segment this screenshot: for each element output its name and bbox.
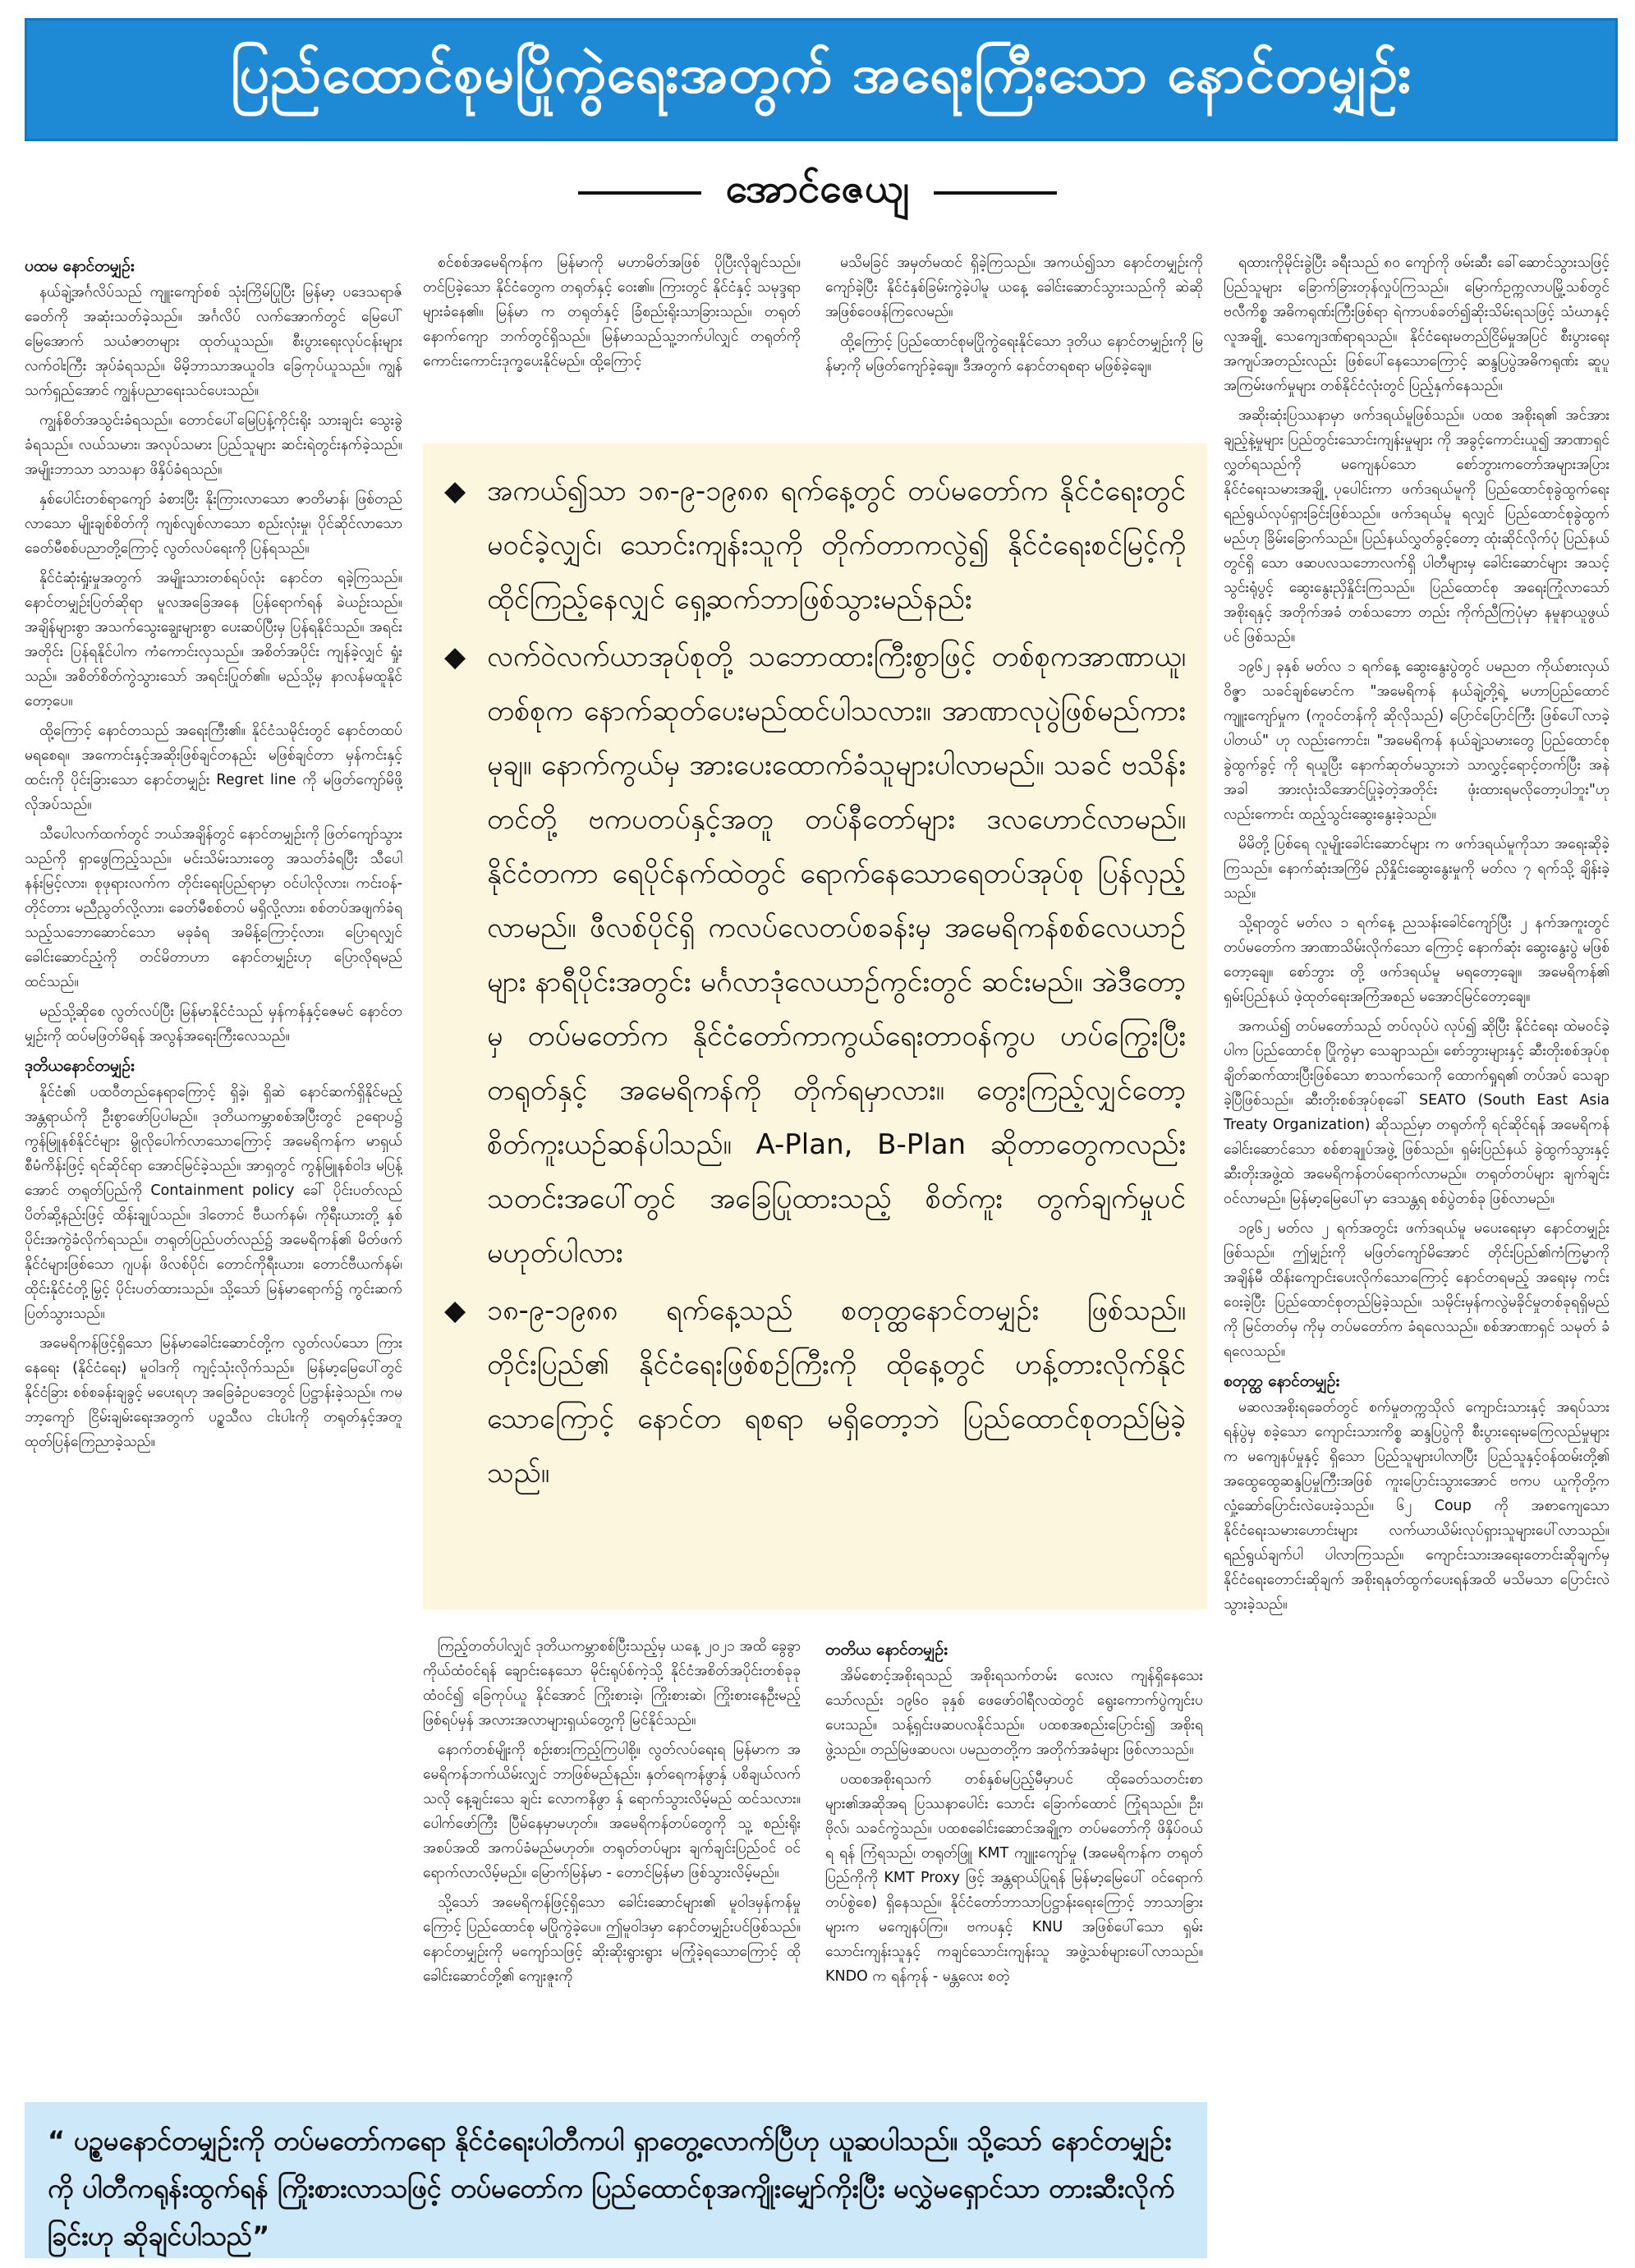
paragraph: ထို့ကြောင့် ပြည်ထောင်စုမပြိုကွဲရေးနိုင်သော ဒုတိယ နောင်တမျှဉ်းကို မြန်မာ့ကို မဖြတ်ကျော်ခဲ့ချေ။ ဒီအတွက် နောင်တရစရာ မဖြစ်ခဲ့ချေ။ [825, 333, 1203, 374]
paragraph: နှစ်ပေါင်းတစ်ရာကျော် ခံစားပြီး နိုးကြားလာသော ဇာတိမာန်၊ ဖြစ်တည်လာသော မျိုးချစ်စိတ်ကို ကျစ်လျစ်လာသော စည်းလုံးမှု၊ ပိုင်ဆိုင်လာသော ခေတ်မီစစ်ပညာတို့ကြောင့် လွတ်လပ်ရေးကို ပြန်ရသည်။ [25, 491, 402, 557]
diamond-bullet-icon: ◆ [444, 1294, 466, 1327]
byline-rule-right [934, 191, 1057, 195]
paragraph: ကြည့်တတ်ပါလျှင် ဒုတိယကမ္ဘာစစ်ပြီးသည့်မှ ယနေ့ ၂၀၂၁ အထိ ခွေခွာကိုယ်ထံဝင်ရန် ချောင်းနေသော မိုင်းရုပ်စ်ကဲ့သို့ နိုင်ငံအစိတ်အပိုင်းတစ်ခုခုထံဝင်၍ ခြေကုပ်ယူ နိုင်အောင် ကြိုးစားခဲ့၊ ကြိုးစားဆဲ၊ ကြိုးစားနေဦးမည့် ဖြစ်ရပ်မှန် အလားအလာများရှယ်တွေ့ကို မြင်နိုင်သည်။ [423, 1638, 801, 1729]
highlight-item [444, 464, 1186, 627]
paragraph: နိုင်ငံ၏ ပထဝီတည်နေရာကြောင့် ရှိခဲ့၊ ရှိဆဲ နောင်ဆက်ရှိနိုင်မည့် အန္တရာယ်ကို ဦးစွာဖော်ပြပါမည်။ ဒုတိယကမ္ဘာစစ်အပြီးတွင် ဥရောပ၌ ကွန်မြူနစ်နိုင်ငံများ မွိုလိုပေါက်လာသောကြောင့် အမေရိကန်က မာရှယ်စီမံကိန်းဖြင့် ရင်ဆိုင်ရာ အောင်မြင်ခဲ့သည်။ အာရှတွင် ကွန်မြူနစ်ဝါဒ မပြန့်အောင် တရုတ်ပြည်ကို Containment policy ခေါ် ပိုင်းပတ်လည် ပိတ်ဆို့နည်းဖြင့် ထိန်းချုပ်သည်။ ဒါတောင် ဗီယက်နမ်၊ ကိုရီးယားတို့ နှစ်ပိုင်းအကွဲခံလိုက်ရသည်။ တရုတ်ပြည်ပတ်လည်၌ အမေရိကန်၏ မိတ်ဖက်နိုင်ငံများဖြစ်သော ဂျပန်၊ ဖိလစ်ပိုင်၊ တောင်ကိုရီးယား၊ တောင်ဗီယက်နမ်၊ ထိုင်းနိုင်ငံတို့မြှင့် ပိုင်းပတ်ထားသည်။ သို့သော် မြန်မာရောက်၌ ကွင်းဆက်ပြတ်သွားသည်။ [25, 1084, 402, 1322]
section-heading-second: ဒုတိယနောင်တမျှဉ်း [25, 1057, 135, 1075]
highlight-box [423, 443, 1207, 1609]
paragraph: ၁၉၆၂ မတ်လ ၂ ရက်အတွင်း ဖက်ဒရယ်မူ မပေးရေးမှာ နောင်တမျှဉ်းဖြစ်သည်။ ဤမျှဉ်းကို မဖြတ်ကျော်မိအောင် တိုင်းပြည်၏ကံကြမ္မာကို အချိန်မီ ထိန်းကျောင်းပေးလိုက်သောကြောင့် နောင်တရမည့် အရေးမှ ကင်းဝေးခဲ့ပြီး ပြည်ထောင်စုတည်မြဲခဲ့သည်။ သမိုင်းမှန်ကလွဲမခိုင်မှုတစ်ခုရရှိမည်ကို မြင်တတ်မှ ကိုမှ တပ်မတော်က ခံရလေသည်။ စစ်အာဏာရှင် သမုတ် ခံရလေသည်။ [1224, 1220, 1610, 1360]
headline: ပြည်ထောင်စုမပြိုကွဲရေးအတွက် အရေးကြီးသော နောင်တမျှဉ်း [230, 44, 1412, 105]
paragraph: သီပေါလက်ထက်တွင် ဘယ်အချိန်တွင် နောင်တမျှဉ်းကို ဖြတ်ကျော်သွားသည်ကို ရှာဖွေကြည့်သည်။ မင်းသိမ်းသားတွေ အသတ်ခံရပြီး သီပေါနန်းမြင့်လား၊ စုဖုရားလက်က တိုင်းရေးပြည်ရာမှာ ဝင်ပါလိုလား၊ ကင်းဝန်-တိုင်တား မညီညွတ်လို့လား၊ ခေတ်မီစစ်တပ် မရှိလို့လား၊ စစ်တပ်အဖျက်ခံရသည့်သဘောဆောင်သော မခုခံရ အမိန့်ကြောင့်လား၊ ပြောရလျှင် ခေါင်းဆောင်ညံ့ကို တင်မိတာဟာ နောင်တမျှဉ်းဟု ပြောလိုရမည်ထင်သည်။ [25, 826, 402, 990]
pull-quote [25, 2102, 1207, 2258]
paragraph: ထို့ကြောင့် နောင်တသည် အရေးကြီး၏။ နိုင်ငံသမိုင်းတွင် နောင်တထပ်မရစေရ။ အကောင်းနှင့်အဆိုးဖြစ်ချင်တနည်း မဖြစ်ချင်တာ မှန်ကင်းနှင့် ထင်းကို ပိုင်းခြားသော နောင်တမျှဉ်း Regret line ကို မဖြတ်ကျော်မိဖို့ လိုအပ်သည်။ [25, 723, 402, 813]
paragraph: ရထားကိုမိုင်းခွဲပြီး ခရီးသည် ၈၀ ကျော်ကို ဖမ်းဆီး ခေါ်ဆောင်သွားသဖြင့် ပြည်သူများ ခြောက်ခြားတုန်လှုပ်ကြသည်။ မြောက်ဥက္ကလာပမြို့သစ်တွင် ဗလီကိစ္စ အဓိကရုဏ်းကြီးဖြစ်ရာ ရဲကာပစ်ခတ်၍ဆိုးသိမ်းရသဖြင့် သံဃာနှင့် လူအချို့ သေကျေဒဏ်ရာရသည်။ နိုင်ငံရေးမတည်ငြိမ်မှုအပြင် စီးပွားရေးအကျပ်အတည်းလည်း ဖြစ်ပေါ်နေသောကြောင့် ဆန္ဒပြပွဲအဓိကရုဏ်း ဆူပူအကြမ်းဖက်မှုများ တစ်နိုင်ငံလုံးတွင် ပြည့်နှက်နေသည်။ [1224, 255, 1610, 394]
diamond-bullet-icon: ◆ [444, 640, 466, 673]
article-column-3-top [825, 250, 1203, 431]
article-column-2-bottom [423, 1634, 801, 2086]
highlight-text: အကယ်၍သာ ၁၈-၉-၁၉၈၈ ရက်နေ့တွင် တပ်မတော်က နိုင်ငံရေးတွင် မဝင်ခဲ့လျှင်၊ သောင်းကျန်းသူကို တိုက်တာကလွဲ၍ နိုင်ငံရေးစင်မြင့်ကို ထိုင်ကြည့်နေလျှင် ရှေ့ဆက်ဘာဖြစ်သွားမည်နည်း [487, 475, 1186, 616]
byline-rule-left [578, 191, 701, 195]
paragraph: အဆိုးဆုံးပြဿနာမှာ ဖက်ဒရယ်မူဖြစ်သည်။ ပထစ အစိုးရ၏ အင်အားချည့်နဲ့မှုများ ပြည်တွင်းသောင်းကျန်းမှုများ ကို အခွင့်ကောင်းယူ၍ အာဏာရှင်လွှတ်ရသည်ကို မကျေနပ်သော စော်ဘွားကတော်အများအပြား နိုင်ငံရေးသမားအချို့ ပုပေါင်းကာ ဖက်ဒရယ်မူကို ပြည်ထောင်စုခွဲထွက်ရေး ရည်ရွယ်လုပ်ရှားခြင်းဖြစ်သည်။ ဖက်ဒရယ်မူ ရလျှင် ပြည်ထောင်စုခွဲထွက်မည်ဟု ခြိမ်းခြောက်သည်။ ပြည်နယ်လွှတ်ခွင့်တော့ ထုံးဆိုင်လိုက်ပုံ ပြည်နယ်တွင်ရှိ သော ဖဆပလသဘောလက်ရှိ ပါတီများမှ ခေါင်းဆောင်များ အသင့်သွင်းရုံပွင့် ဆွေးနွေးညှိနှိုင်းကြသည်။ ပြည်ထောင်စု အရေးကြုံလာသော် အစိုးရနှင့် အတိုက်အခံ တစ်သဘော တည်း ကိုက်ညီကြပုံမှာ နမူနာယူဖွယ်ပင် ဖြစ်သည်။ [1224, 407, 1610, 645]
article-column-2-top [423, 250, 801, 431]
highlight-item [444, 1283, 1186, 1500]
paragraph: မဆလအစိုးရခေတ်တွင် စက်မှုတက္ကသိုလ် ကျောင်းသားနှင့် အရပ်သားရန်ပွဲမှ စခဲ့သော ကျောင်းသားကိစ္စ ဆန္ဒပြပွဲကို စီးပွားရေးမကြေလည်မှုများက မကျေနပ်မှုနှင့် ရှိသော ပြည်သူများပါလာပြီး ပြည်သူနှင့်ဝန်ထမ်းတို့၏ အထွေထွေဆန္ဒပြမှုကြီးအဖြစ် ကူးပြောင်းသွားအောင် ဗကပ ယူကိုတို့က လှုံ့ဆော်ပြောင်းလဲပေးခဲ့သည်။ ၆၂ Coup ကို အစာကျေသောနိုင်ငံရေးသမားဟောင်းများ လက်ယာယိမ်းလုပ်ရှားသူများပေါ်လာသည်။ ရည်ရွယ်ချက်ပါ ပါလာကြသည်။ ကျောင်းသားအရေးတောင်းဆိုချက်မှ နိုင်ငံရေးတောင်းဆိုချက် အစိုးရနုတ်ထွက်ပေးရန်အထိ မသိမသာ ပြောင်းလဲသွားခဲ့သည်။ [1224, 1399, 1610, 1613]
paragraph: ပထစအစိုးရသက် တစ်နှစ်မပြည့်မီမှာပင် ထိုခေတ်သတင်းစာများ၏အဆိုအရ ပြဿနာပေါင်း သောင်း ခြောက်ထောင် ကြုံရသည်။ ဦး၊ ဗိုလ်၊ သခင်ကွဲသည်။ ပထစခေါင်းဆောင်အချို့က တပ်မတော်ကို ဖိနှိပ်ဝယ်ရ ရန် ကြံရသည်၊ တရုတ်ဖြူ KMT ကျူးကျော်မှု (အမေရိကန်က တရုတ်ပြည်ကိုကို KMT Proxy ဖြင့် အန္တရာယ်ပြုရန် မြန်မာ့မြေပေါ် ဝင်ရောက်တပ်စွဲစေ) ရှိနေသည်။ နိုင်ငံတော်ဘာသာပြဋ္ဌာန်းရေးကြောင့် ဘာသာခြားများက မကျေနပ်ကြ။ ဗကပနှင့် KNU အဖြစ်ပေါ်သော ရှမ်းသောင်းကျန်းသူနှင့် ကချင်သောင်းကျန်းသူ အဖွဲ့သစ်များပေါ်လာသည်။ KNDO က ရန်ကုန် - မန္တလေး စတဲ့ [825, 1771, 1203, 1985]
article-column-4 [1224, 250, 1610, 2254]
paragraph: နိုင်ငံဆုံးရှုံးမှုအတွက် အမျိုးသားတစ်ရပ်လုံး နောင်တ ရခဲ့ကြသည်။ နောင်တမျှဉ်းပြတ်ဆိုရာ မူလအခြေအနေ ပြန်ရောက်ရန် ခဲယဉ်းသည်။ အချိန်များစွာ အသက်သွေးချွေးများစွာ ပေးဆပ်ပြီးမှ ပြန်ရနိုင်သည်။ အရင်းအတိုင်း ပြန်ရနိုင်ပါက ကံကောင်းလှသည်။ အစိတ်အပိုင်း ကျန်ခဲ့လျှင် ရှုံးသည်။ အစိတ်စိတ်ကွဲသွားသော် အရင်းပြုတ်၏။ မည်သို့မှ နာလန်မထူနိုင်တော့ပေ။ [25, 570, 402, 709]
paragraph: စင်စစ်အမေရိကန်က မြန်မာကို မဟာမိတ်အဖြစ် ပိုပြီးလိုချင်သည်။ တင်ပြခဲ့သော နိုင်ငံတွေက တရုတ်နှင့် ဝေး၏။ ကြားတွင် နိုင်ငံနှင့် သမုဒ္ဒရာများခံနေ၏။ မြန်မာ က တရုတ်နှင့် ခြံစည်းရိုးသာခြားသည်။ တရုတ်နောက်ကျော ဘက်တွင်ရှိသည်။ မြန်မာသည်သူ့ဘက်ပါလျှင် တရုတ်ကို ကောင်းကောင်းဒုက္ခပေးနိုင်မည်။ ထို့ကြောင့် [423, 255, 801, 370]
highlight-item [444, 630, 1186, 1280]
paragraph: အကယ်၍ တပ်မတော်သည် တပ်လုပ်ပဲ လုပ်၍ ဆိုပြီး နိုင်ငံရေး ထဲမဝင်ခဲ့ပါက ပြည်ထောင်စု ပြိုကွဲမှာ သေချာသည်။ စော်ဘွားများနှင့် ဆီးတိုးစစ်အုပ်စု ချိတ်ဆက်ထားပြီးဖြစ်သော စာသက်သေကို ထောက်ရှုရ၏ တပ်အပ် သေချာခဲ့ပြီဖြစ်သည်။ ဆီးတိုးစစ်အုပ်စုခေါ် SEATO (South East Asia Treaty Organization) ဆိုသည်မှာ တရုတ်ကို ရင်ဆိုင်ရန် အမေရိကန် ခေါင်းဆောင်သော စစ်စာချုပ်အဖွဲ့ ဖြစ်သည်။ ရှမ်းပြည်နယ် ခွဲထွက်သွားနှင့် ဆီးတိုးအဖွဲ့ထဲ အမေရိကန်တပ်ရောက်လာမည်။ တရုတ်တပ်များ ချက်ချင်းဝင်လာမည်။ မြန်မာ့မြေပေါ်မှာ ဒေသန္တရ စစ်ပွဲတစ်ခု ဖြစ်လာမည်။ [1224, 1018, 1610, 1207]
paragraph: မသိမခြင် အမှတ်မထင် ရှိခဲ့ကြသည်။ အကယ်၍သာ နောင်တမျှဉ်းကို ကျော်ခဲ့ပြီး နိုင်ငံနှစ်ခြမ်းကွဲခဲ့ပါမူ ယနေ့ ခေါင်းဆောင်သွားသည်ကို ဆဲဆိုအဖြစ်ဝေဖန်ကြလေမည်။ [825, 255, 1203, 320]
pull-quote-text: “ ပဉ္စမနောင်တမျှဉ်းကို တပ်မတော်ကရော နိုင်ငံရေးပါတီကပါ ရှာတွေ့လောက်ပြီဟု ယူဆပါသည်။ သို့သော် နောင်တမျှဉ်းကို ပါတီကရုန်းထွက်ရန် ကြိုးစားလာသဖြင့် တပ်မတော်က ပြည်ထောင်စုအကျိုးမျှော်ကိုးပြီး မလွှဲမရှောင်သာ တားဆီးလိုက်ခြင်းဟု ဆိုချင်ပါသည်” [48, 2125, 1175, 2252]
paragraph: သို့ရာတွင် မတ်လ ၁ ရက်နေ့ ညသန်းခေါင်ကျော်ပြီး ၂ နက်အကူးတွင် တပ်မတော်က အာဏာသိမ်းလိုက်သော ကြောင့် နောက်ဆုံး ဆွေးနွေးပွဲ မဖြစ်တော့ချေ။ စော်ဘွား တို့ ဖက်ဒရယ်မူ မရတော့ချေ။ အမေရိကန်၏ ရှမ်းပြည်နယ် ဖဲ့ထုတ်ရေးအကြံအစည် မအောင်မြင်တော့ချေ။ [1224, 915, 1610, 1005]
article-column-3-bottom [825, 1634, 1203, 2086]
paragraph: ကျွန်စိတ်အသွင်းခံရသည်။ တောင်ပေါ်မြေပြန့်ကိုင်းရိုး သားချင်း သွေးခွဲခံရသည်။ လယ်သမား၊ အလုပ်သမား ပြည်သူများ ဆင်းရဲတွင်းနက်ခဲ့သည်။ အမျိုးဘာသာ သာသနာ ဖိနှိပ်ခံရသည်။ [25, 412, 402, 478]
paragraph: ၁၉၆၂ ခုနှစ် မတ်လ ၁ ရက်နေ့ ဆွေးနွေးပွဲတွင် ပမညတ ကိုယ်စားလှယ် ဝိဇ္ဇာ သခင်ချစ်မောင်က "အမေရိကန် နယ်ချဲ့တို့ရဲ့ မဟာပြည်ထောင်ကျူးကျော်မှုက (ကူဝင်တန်ကို ဆိုလိုသည်) ပြောင်ပြောင်ကြီး ဖြစ်ပေါ်လာခဲ့ပါတယ်" ဟု လည်းကောင်း၊ "အမေရိကန် နယ်ချဲ့သမားတွေ ပြည်ထောင်စု ခွဲထွက်ခွင့် ကို ရယူပြီး နောက်ဆုတ်မသွားဘဲ သာလွှင့်ရောင့်တက်ပြီး အနဲအခါ အားလုံးသိအောင်ပြုခဲ့တဲ့အတိုင်း ဖုံးထားရမလိုတော့ပါဘူး"ဟုလည်းကောင်း ထည့်သွင်းဆွေးနွေးခဲ့သည်။ [1224, 659, 1610, 823]
highlight-text: လက်ဝဲလက်ယာအုပ်စုတို့ သဘောထားကြီးစွာဖြင့် တစ်စုကအာဏာယူ၊ တစ်စုက နောက်ဆုတ်ပေးမည်ထင်ပါသလား။ အာဏာလုပွဲဖြစ်မည်ကား မုချ။ နောက်ကွယ်မှ အားပေးထောက်ခံသူများပါလာမည်။ သခင် ဗသိန်းတင်တို့ ဗကပတပ်နှင့်အတူ တပ်နီတော်များ ဒလဟောင်လာမည်။ နိုင်ငံတကာ ရေပိုင်နက်ထဲတွင် ရောက်နေသောရေတပ်အုပ်စု ပြန်လှည့်လာမည်။ ဖီလစ်ပိုင်ရှိ ကလပ်လေတပ်စခန်းမှ အမေရိကန်စစ်လေယာဉ်များ နာရီပိုင်းအတွင်း မင်္ဂလာဒုံလေယာဉ်ကွင်းတွင် ဆင်းမည်။ အဲဒီတော့မှ တပ်မတော်က နိုင်ငံတော်ကာကွယ်ရေးတာဝန်ကွပ ဟပ်ကြွေးပြီး တရုတ်နှင့် အမေရိကန်ကို တိုက်ရမှာလား။ တွေးကြည့်လျှင်တော့ စိတ်ကူးယဉ်ဆန်ပါသည်။ A-Plan, B-Plan ဆိုတာတွေကလည်း သတင်းအပေါ်တွင် အခြေပြုထားသည့် စိတ်ကူး တွက်ချက်မှုပင် မဟုတ်ပါလား [487, 640, 1186, 1269]
highlight-text: ၁၈-၉-၁၉၈၈ ရက်နေ့သည် စတုတ္ထနောင်တမျှဉ်း ဖြစ်သည်။ တိုင်းပြည်၏ နိုင်ငံရေးဖြစ်စဉ်ကြီးကို ထိုနေ့တွင် ဟန့်တားလိုက်နိုင်သောကြောင့် နောင်တ ရစရာ မရှိတော့ဘဲ ပြည်ထောင်စုတည်မြဲခဲ့သည်။ [487, 1294, 1186, 1490]
paragraph: အမေရိကန်ဖြင့်ရှိသော မြန်မာခေါင်းဆောင်တို့က လွတ်လပ်သော ကြားနေရေး (နိုင်ငံရေး) မူဝါဒကို ကျင့်သုံးလိုက်သည်။ မြန်မာ့မြေပေါ်တွင် နိုင်ငံခြား စစ်စခန်းချခွင့် မပေးရဟု အခြေခံဥပဒေတွင် ပြဋ္ဌာန်းခဲ့သည်။ ကမ္ဘာ့ကျော် ငြိမ်းချမ်းရေးအတွက် ပဉ္စသီလ ငါးပါးကို တရုတ်နှင့်အတူ ထုတ်ပြန်ကြေညာခဲ့သည်။ [25, 1335, 402, 1450]
paragraph: နောက်တစ်မျိုးကို စဉ်းစားကြည့်ကြပါစို့။ လွတ်လပ်ရေးရ မြန်မာက အမေရိကန်ဘက်ယိမ်းလျှင် ဘာဖြစ်မည်နည်း၊ နှတ်ရေကန်ဖွာနှ် ပစိချယ်လက်သလို နေ့ချင်းသေ ချင်း လောကနိဖွာ နှ် ရောက်သွားလိမ့်မည် ထင်သလား။ ပေါက်ဖော်ကြီး ပြီမ်နေမှာမဟုတ်။ အမေရိကန်တပ်တွေကို သူ့ စည်းရိုးအစပ်အထိ အကပ်ခံမည်မဟုတ်။ တရုတ်တပ်များ ချက်ချင်းပြည်ဝင် ဝင်ရောက်လာလိမ့်မည်။ မြောက်မြန်မာ - တောင်မြန်မာ ဖြစ်သွားလိမ့်မည်။ [423, 1742, 801, 1881]
paragraph: နယ်ချဲ့အင်္ဂလိပ်သည် ကျူးကျော်စစ် သုံးကြိမ်ပြုပြီး မြန်မာ့ ပဒေသရာဇ်ခေတ်ကို အဆုံးသတ်ခဲ့သည်။ အင်္ဂလိပ် လက်အောက်တွင် မြေပေါ်မြေအောက် သယံဇာတများ ထုတ်ယူသည်။ စီးပွားရေးလုပ်ငန်းများ လက်ဝါးကြီး အုပ်ခံရသည်။ မိမိ့ဘာသာအယူဝါဒ ခြေကုပ်ယူသည်။ ကျွန်သက်ရှည်အောင် ကျွန်ပညာရေးသင်ပေးသည်။ [25, 284, 402, 399]
article-column-1 [25, 250, 402, 2082]
paragraph: မည်သို့ဆိုစေ လွတ်လပ်ပြီး မြန်မာနိုင်ငံသည် မှန်ကန်နှင့်ဇေမင် နောင်တမျှဉ်းကို ထပ်မဖြတ်မိရန် အလွန်အရေးကြီးလေသည်။ [25, 1003, 402, 1044]
paragraph: အိမ်စောင့်အစိုးရသည် အစိုးရသက်တမ်း လေးလ ကျန်ရှိနေသေးသော်လည်း ၁၉၆၀ ခုနှစ် ဖေဖော်ဝါရီလထဲတွင် ရွေးကောက်ပွဲကျင်းပပေးသည်။ သန့်ရှင်းဖဆပလနိုင်သည်။ ပထစအစည်းပြောင်း၍ အစိုးရဖွဲ့သည်။ တည်မြဲဖဆပလ၊ ပမညတတို့က အတိုက်အခံများ ဖြစ်လာသည်။ [825, 1668, 1203, 1758]
paragraph: မိမိတို့ ပြစ်ရေ လူမျိုးခေါင်းဆောင်များ က ဖက်ဒရယ်မူကိုသာ အရေးဆိုခဲ့ကြသည်။ နောက်ဆုံးအကြိမ် ညှိနှိုင်းဆွေးနွေးမှုကို မတ်လ ၇ ရက်သို့ ချိန်းခဲ့သည်။ [1224, 836, 1610, 902]
headline-banner [25, 18, 1618, 141]
section-heading-first: ပထမ နောင်တမျှဉ်း [25, 257, 135, 275]
section-heading-third: တတိယ နောင်တမျှဉ်း [825, 1641, 948, 1659]
author-name: အောင်ဇေယျ [725, 166, 910, 212]
diamond-bullet-icon: ◆ [444, 475, 466, 507]
byline [0, 164, 1635, 222]
paragraph: သို့သော် အမေရိကန်ဖြင့်ရှိသော ခေါင်းဆောင်များ၏ မူဝါဒမှန်ကန်မှုကြောင့် ပြည်ထောင်စု မပြိုကွဲခဲ့ပေ။ ဤမူဝါဒမှာ နောင်တမျှဉ်းပင်ဖြစ်သည်။ နောင်တမျှဉ်းကို မကျော်သဖြင့် ဆိုးဆိုးရွားရွား မကြုံခဲ့ရသောကြောင့် ထိုခေါင်းဆောင်တို့၏ ကျေးဇူးကို [423, 1894, 801, 1985]
section-heading-fourth: စတုတ္ထ နောင်တမျှဉ်း [1224, 1372, 1340, 1390]
